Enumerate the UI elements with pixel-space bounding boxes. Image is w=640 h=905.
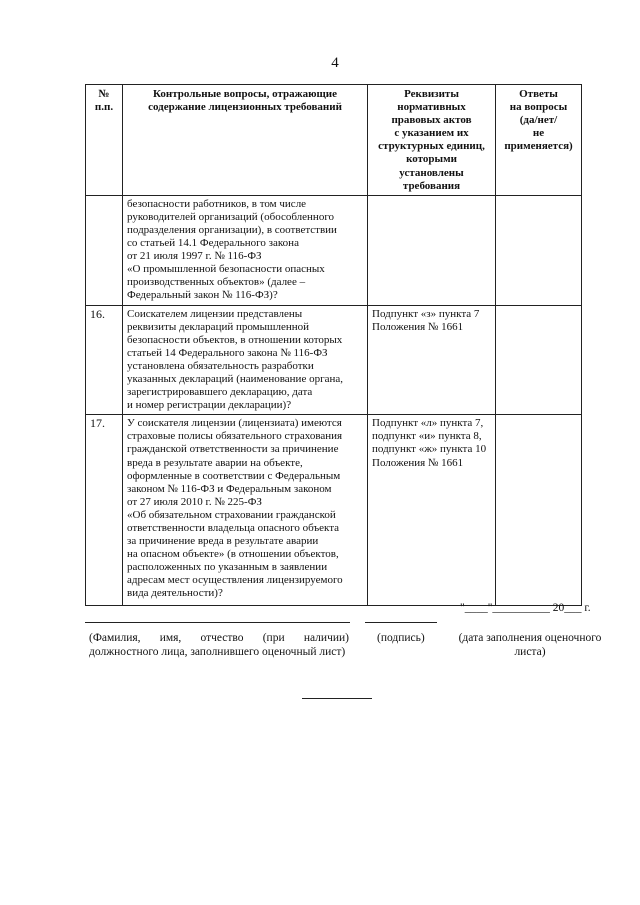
header-number: № п.п.	[86, 85, 123, 196]
table-row	[86, 305, 582, 415]
bottom-divider	[302, 698, 372, 699]
row-requisites	[368, 195, 496, 305]
row-number	[86, 195, 123, 305]
header-requisites: Реквизиты нормативных правовых актов с указанием их структурных единиц, которыми установлены требования	[368, 85, 496, 196]
row-requisites: Подпункт «з» пункта 7 Положения № 1661	[368, 305, 496, 415]
date-field[interactable]: "____"__________ 20___ г.	[460, 602, 591, 614]
license-checklist-table	[85, 84, 582, 606]
row-requisites: Подпункт «л» пункта 7, подпункт «и» пункта 8, подпункт «ж» пункта 10 Положения № 1661	[368, 415, 496, 606]
table-header-row	[86, 85, 582, 196]
row-answer-cell[interactable]	[496, 415, 582, 606]
name-line[interactable]	[85, 622, 350, 623]
table-row	[86, 195, 582, 305]
row-number: 16.	[86, 305, 123, 415]
signature-caption: (подпись)	[377, 632, 425, 644]
header-question: Контрольные вопросы, отражающие содержание лицензионных требований	[123, 85, 368, 196]
row-question: безопасности работников, в том числе руководителей организаций (обособленного подразделения организации), в соответствии со статьей 14.1 Федерального закона от 21 июля 1997 г. № 116-ФЗ «О промышленной безопасности опасных производственных объектов» (далее – Федеральный закон № 116-ФЗ)?	[123, 195, 368, 305]
row-answer-cell[interactable]	[496, 305, 582, 415]
row-question: Соискателем лицензии представлены реквизиты деклараций промышленной безопасности объектов, в отношении которых статьей 14 Федерального закона № 116-ФЗ установлена обязательность разработки указанных деклараций (наименование органа, зарегистрировавшего декларацию, дата и номер регистрации декларации)?	[123, 305, 368, 415]
row-question: У соискателя лицензии (лицензиата) имеются страховые полисы обязательного страхования гражданской ответственности за причинение вреда в результате аварии на объекте, оформленные в соответствии с Федеральным законом № 116-ФЗ и Федеральным законом от 27 июля 2010 г. № 225-ФЗ «Об обязательном страховании гражданской ответственности владельца опасного объекта за причинение вреда в результате аварии на опасном объекте» (в отношении объектов, расположенных по указанным в заявлении адресам мест осуществления лицензируемого вида деятельности)?	[123, 415, 368, 606]
name-caption: (Фамилия, имя, отчество (при наличии) должностного лица, заполнившего оценочный лист)	[89, 632, 349, 658]
header-answers: Ответы на вопросы (да/нет/ не применяется)	[496, 85, 582, 196]
table-row	[86, 415, 582, 606]
signature-line[interactable]	[365, 622, 437, 623]
date-caption: (дата заполнения оценочного листа)	[458, 632, 602, 658]
row-number: 17.	[86, 415, 123, 606]
page-number: 4	[331, 55, 339, 71]
row-answer-cell[interactable]	[496, 195, 582, 305]
